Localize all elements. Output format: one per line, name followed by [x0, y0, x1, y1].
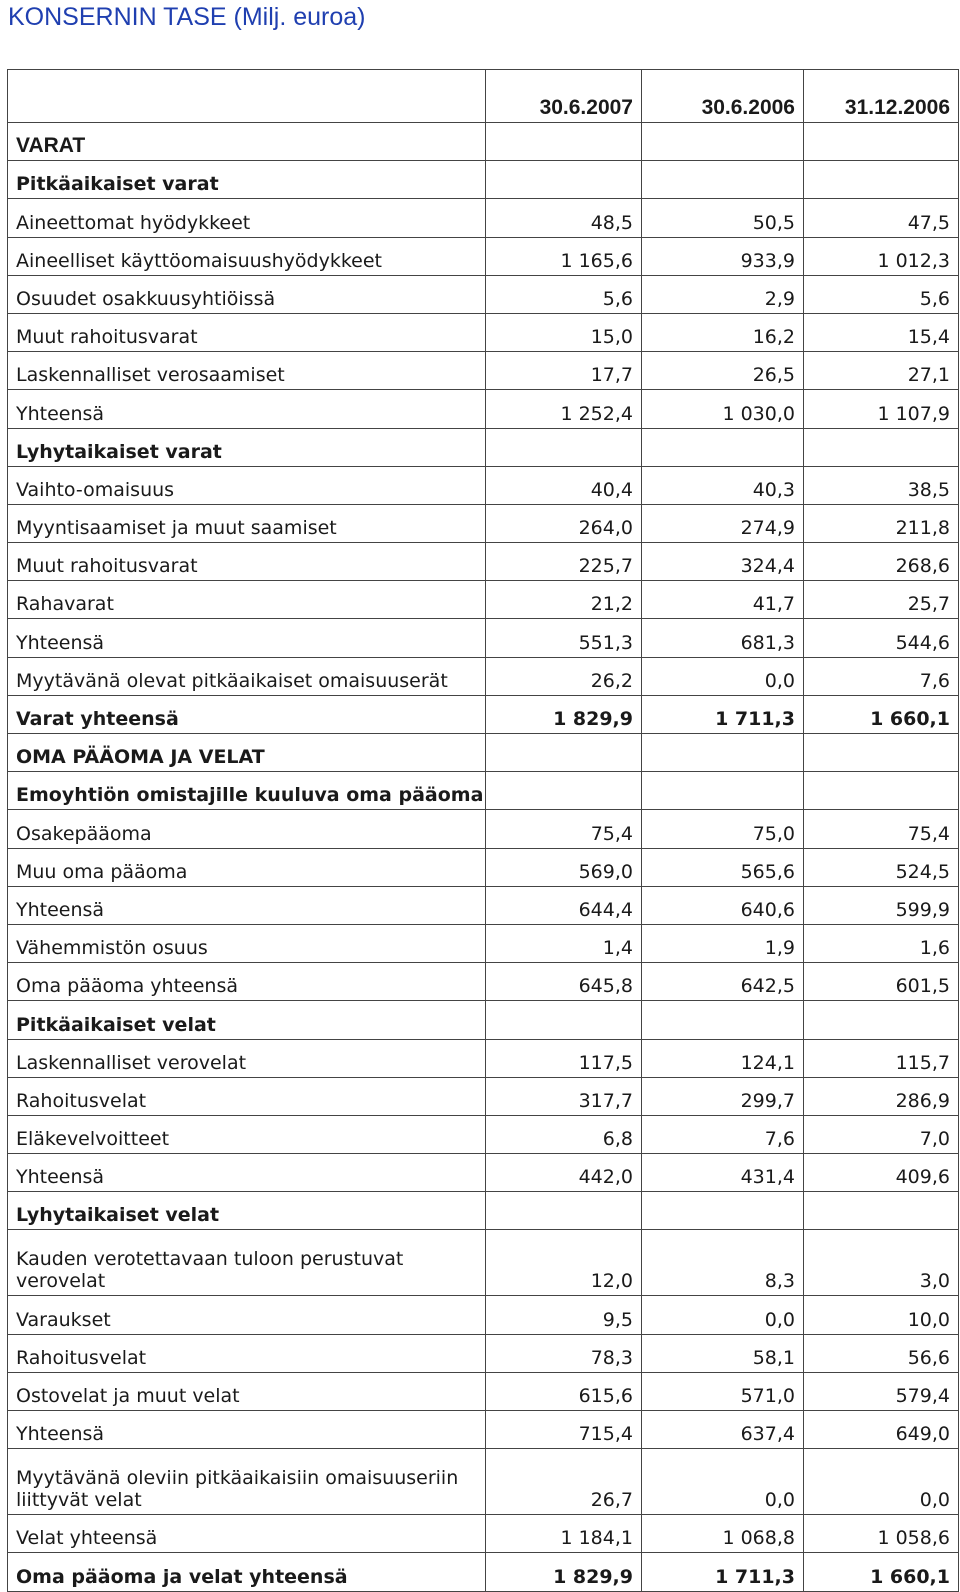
row-label: Yhteensä	[8, 390, 486, 428]
value-cell: 644,4	[486, 886, 642, 924]
value-cell	[804, 428, 959, 466]
table-row	[8, 1230, 959, 1296]
table-row	[8, 963, 959, 1001]
value-cell: 17,7	[486, 352, 642, 390]
value-cell: 0,0	[804, 1449, 959, 1515]
table-row	[8, 1077, 959, 1115]
value-cell: 7,6	[642, 1115, 804, 1153]
value-cell: 524,5	[804, 848, 959, 886]
value-cell: 601,5	[804, 963, 959, 1001]
value-cell: 0,0	[642, 657, 804, 695]
row-label: Yhteensä	[8, 1154, 486, 1192]
value-cell: 1 829,9	[486, 695, 642, 733]
value-cell: 1 711,3	[642, 695, 804, 733]
value-cell: 1 058,6	[804, 1515, 959, 1553]
value-cell: 47,5	[804, 199, 959, 237]
header-row	[8, 70, 959, 123]
row-label: Velat yhteensä	[8, 1515, 486, 1553]
table-row	[8, 1553, 959, 1591]
value-cell	[804, 734, 959, 772]
value-cell: 211,8	[804, 504, 959, 542]
table-row	[8, 657, 959, 695]
value-cell: 16,2	[642, 313, 804, 351]
value-cell: 7,6	[804, 657, 959, 695]
value-cell: 571,0	[642, 1372, 804, 1410]
value-cell	[804, 1192, 959, 1230]
value-cell: 12,0	[486, 1230, 642, 1296]
row-label: Yhteensä	[8, 1411, 486, 1449]
row-label: Yhteensä	[8, 886, 486, 924]
value-cell: 78,3	[486, 1334, 642, 1372]
table-row	[8, 886, 959, 924]
row-label: Varaukset	[8, 1296, 486, 1334]
balance-sheet-table	[7, 69, 959, 1592]
header-label-cell	[8, 70, 486, 123]
value-cell: 640,6	[642, 886, 804, 924]
value-cell: 40,4	[486, 466, 642, 504]
value-cell: 579,4	[804, 1372, 959, 1410]
value-cell: 0,0	[642, 1296, 804, 1334]
balance-sheet-body	[8, 70, 959, 1592]
value-cell: 75,0	[642, 810, 804, 848]
value-cell: 26,5	[642, 352, 804, 390]
value-cell	[642, 1192, 804, 1230]
value-cell: 1 012,3	[804, 237, 959, 275]
row-label: Aineettomat hyödykkeet	[8, 199, 486, 237]
table-row	[8, 275, 959, 313]
row-label: Myytävänä oleviin pitkäaikaisiin omaisuuseriin liittyvät velat	[8, 1449, 486, 1515]
table-row	[8, 1515, 959, 1553]
value-cell: 1 068,8	[642, 1515, 804, 1553]
table-row	[8, 161, 959, 199]
row-label: Oma pääoma ja velat yhteensä	[8, 1553, 486, 1591]
value-cell: 25,7	[804, 581, 959, 619]
value-cell: 41,7	[642, 581, 804, 619]
value-cell	[642, 161, 804, 199]
value-cell: 637,4	[642, 1411, 804, 1449]
value-cell: 38,5	[804, 466, 959, 504]
value-cell: 3,0	[804, 1230, 959, 1296]
table-row	[8, 1115, 959, 1153]
value-cell: 286,9	[804, 1077, 959, 1115]
value-cell: 56,6	[804, 1334, 959, 1372]
value-cell: 324,4	[642, 543, 804, 581]
value-cell: 117,5	[486, 1039, 642, 1077]
value-cell	[486, 734, 642, 772]
value-cell: 5,6	[486, 275, 642, 313]
value-cell: 1 107,9	[804, 390, 959, 428]
table-row	[8, 848, 959, 886]
table-row	[8, 1449, 959, 1515]
row-label: Ostovelat ja muut velat	[8, 1372, 486, 1410]
value-cell: 715,4	[486, 1411, 642, 1449]
value-cell: 642,5	[642, 963, 804, 1001]
value-cell: 569,0	[486, 848, 642, 886]
value-cell: 409,6	[804, 1154, 959, 1192]
value-cell	[804, 123, 959, 161]
row-label: Aineelliset käyttöomaisuushyödykkeet	[8, 237, 486, 275]
value-cell: 6,8	[486, 1115, 642, 1153]
table-row	[8, 772, 959, 810]
value-cell: 645,8	[486, 963, 642, 1001]
row-label: Lyhytaikaiset velat	[8, 1192, 486, 1230]
table-row	[8, 1372, 959, 1410]
value-cell: 7,0	[804, 1115, 959, 1153]
value-cell: 10,0	[804, 1296, 959, 1334]
value-cell	[642, 734, 804, 772]
value-cell: 1,6	[804, 924, 959, 962]
value-cell: 75,4	[486, 810, 642, 848]
column-header: 31.12.2006	[804, 70, 959, 123]
value-cell	[642, 428, 804, 466]
table-row	[8, 734, 959, 772]
row-label: Yhteensä	[8, 619, 486, 657]
value-cell	[486, 1001, 642, 1039]
row-label: Laskennalliset verosaamiset	[8, 352, 486, 390]
table-row	[8, 924, 959, 962]
value-cell: 1 184,1	[486, 1515, 642, 1553]
value-cell: 1 030,0	[642, 390, 804, 428]
value-cell: 1,9	[642, 924, 804, 962]
table-row	[8, 1192, 959, 1230]
value-cell	[486, 428, 642, 466]
table-row	[8, 313, 959, 351]
row-label: Pitkäaikaiset velat	[8, 1001, 486, 1039]
value-cell: 264,0	[486, 504, 642, 542]
table-row	[8, 390, 959, 428]
table-row	[8, 581, 959, 619]
value-cell: 1,4	[486, 924, 642, 962]
value-cell: 26,7	[486, 1449, 642, 1515]
value-cell	[486, 1192, 642, 1230]
value-cell: 268,6	[804, 543, 959, 581]
value-cell: 0,0	[642, 1449, 804, 1515]
row-label: Osakepääoma	[8, 810, 486, 848]
table-row	[8, 619, 959, 657]
table-row	[8, 810, 959, 848]
value-cell: 21,2	[486, 581, 642, 619]
value-cell: 9,5	[486, 1296, 642, 1334]
row-label: Vähemmistön osuus	[8, 924, 486, 962]
row-label: Vaihto-omaisuus	[8, 466, 486, 504]
value-cell: 1 165,6	[486, 237, 642, 275]
column-header: 30.6.2007	[486, 70, 642, 123]
value-cell: 544,6	[804, 619, 959, 657]
row-label: Osuudet osakkuusyhtiöissä	[8, 275, 486, 313]
table-row	[8, 1334, 959, 1372]
row-label: Laskennalliset verovelat	[8, 1039, 486, 1077]
row-label: Varat yhteensä	[8, 695, 486, 733]
value-cell	[642, 772, 804, 810]
value-cell: 50,5	[642, 199, 804, 237]
value-cell: 225,7	[486, 543, 642, 581]
table-row	[8, 428, 959, 466]
value-cell	[804, 161, 959, 199]
table-row	[8, 543, 959, 581]
table-row	[8, 1001, 959, 1039]
value-cell	[642, 1001, 804, 1039]
value-cell: 8,3	[642, 1230, 804, 1296]
value-cell: 299,7	[642, 1077, 804, 1115]
value-cell: 681,3	[642, 619, 804, 657]
value-cell: 26,2	[486, 657, 642, 695]
value-cell: 124,1	[642, 1039, 804, 1077]
value-cell: 15,0	[486, 313, 642, 351]
value-cell	[486, 161, 642, 199]
row-label: Myytävänä olevat pitkäaikaiset omaisuuserät	[8, 657, 486, 695]
value-cell: 442,0	[486, 1154, 642, 1192]
value-cell: 317,7	[486, 1077, 642, 1115]
value-cell: 48,5	[486, 199, 642, 237]
row-label: Muu oma pääoma	[8, 848, 486, 886]
row-label: OMA PÄÄOMA JA VELAT	[8, 734, 486, 772]
table-row	[8, 504, 959, 542]
table-row	[8, 695, 959, 733]
row-label: Emoyhtiön omistajille kuuluva oma pääoma	[8, 772, 486, 810]
row-label: Rahavarat	[8, 581, 486, 619]
table-row	[8, 123, 959, 161]
row-label: Kauden verotettavaan tuloon perustuvat verovelat	[8, 1230, 486, 1296]
value-cell: 599,9	[804, 886, 959, 924]
value-cell: 1 829,9	[486, 1553, 642, 1591]
row-label: Lyhytaikaiset varat	[8, 428, 486, 466]
value-cell: 565,6	[642, 848, 804, 886]
page-title: KONSERNIN TASE (Milj. euroa)	[8, 3, 366, 31]
row-label: Pitkäaikaiset varat	[8, 161, 486, 199]
table-row	[8, 352, 959, 390]
table-row	[8, 237, 959, 275]
table-row	[8, 1411, 959, 1449]
row-label: Oma pääoma yhteensä	[8, 963, 486, 1001]
table-row	[8, 466, 959, 504]
value-cell: 615,6	[486, 1372, 642, 1410]
table-row	[8, 1039, 959, 1077]
value-cell: 1 660,1	[804, 695, 959, 733]
value-cell: 431,4	[642, 1154, 804, 1192]
value-cell: 15,4	[804, 313, 959, 351]
value-cell: 40,3	[642, 466, 804, 504]
value-cell: 933,9	[642, 237, 804, 275]
row-label: Rahoitusvelat	[8, 1334, 486, 1372]
value-cell: 58,1	[642, 1334, 804, 1372]
row-label: Rahoitusvelat	[8, 1077, 486, 1115]
value-cell: 551,3	[486, 619, 642, 657]
value-cell: 75,4	[804, 810, 959, 848]
table-row	[8, 199, 959, 237]
value-cell	[804, 772, 959, 810]
value-cell	[486, 772, 642, 810]
value-cell	[486, 123, 642, 161]
value-cell: 115,7	[804, 1039, 959, 1077]
value-cell: 274,9	[642, 504, 804, 542]
value-cell	[642, 123, 804, 161]
value-cell: 1 711,3	[642, 1553, 804, 1591]
value-cell: 2,9	[642, 275, 804, 313]
row-label: Myyntisaamiset ja muut saamiset	[8, 504, 486, 542]
value-cell: 1 660,1	[804, 1553, 959, 1591]
column-header: 30.6.2006	[642, 70, 804, 123]
row-label: Eläkevelvoitteet	[8, 1115, 486, 1153]
value-cell: 5,6	[804, 275, 959, 313]
table-row	[8, 1154, 959, 1192]
value-cell	[804, 1001, 959, 1039]
table-row	[8, 1296, 959, 1334]
value-cell: 27,1	[804, 352, 959, 390]
row-label: VARAT	[8, 123, 486, 161]
row-label: Muut rahoitusvarat	[8, 313, 486, 351]
row-label: Muut rahoitusvarat	[8, 543, 486, 581]
value-cell: 1 252,4	[486, 390, 642, 428]
value-cell: 649,0	[804, 1411, 959, 1449]
